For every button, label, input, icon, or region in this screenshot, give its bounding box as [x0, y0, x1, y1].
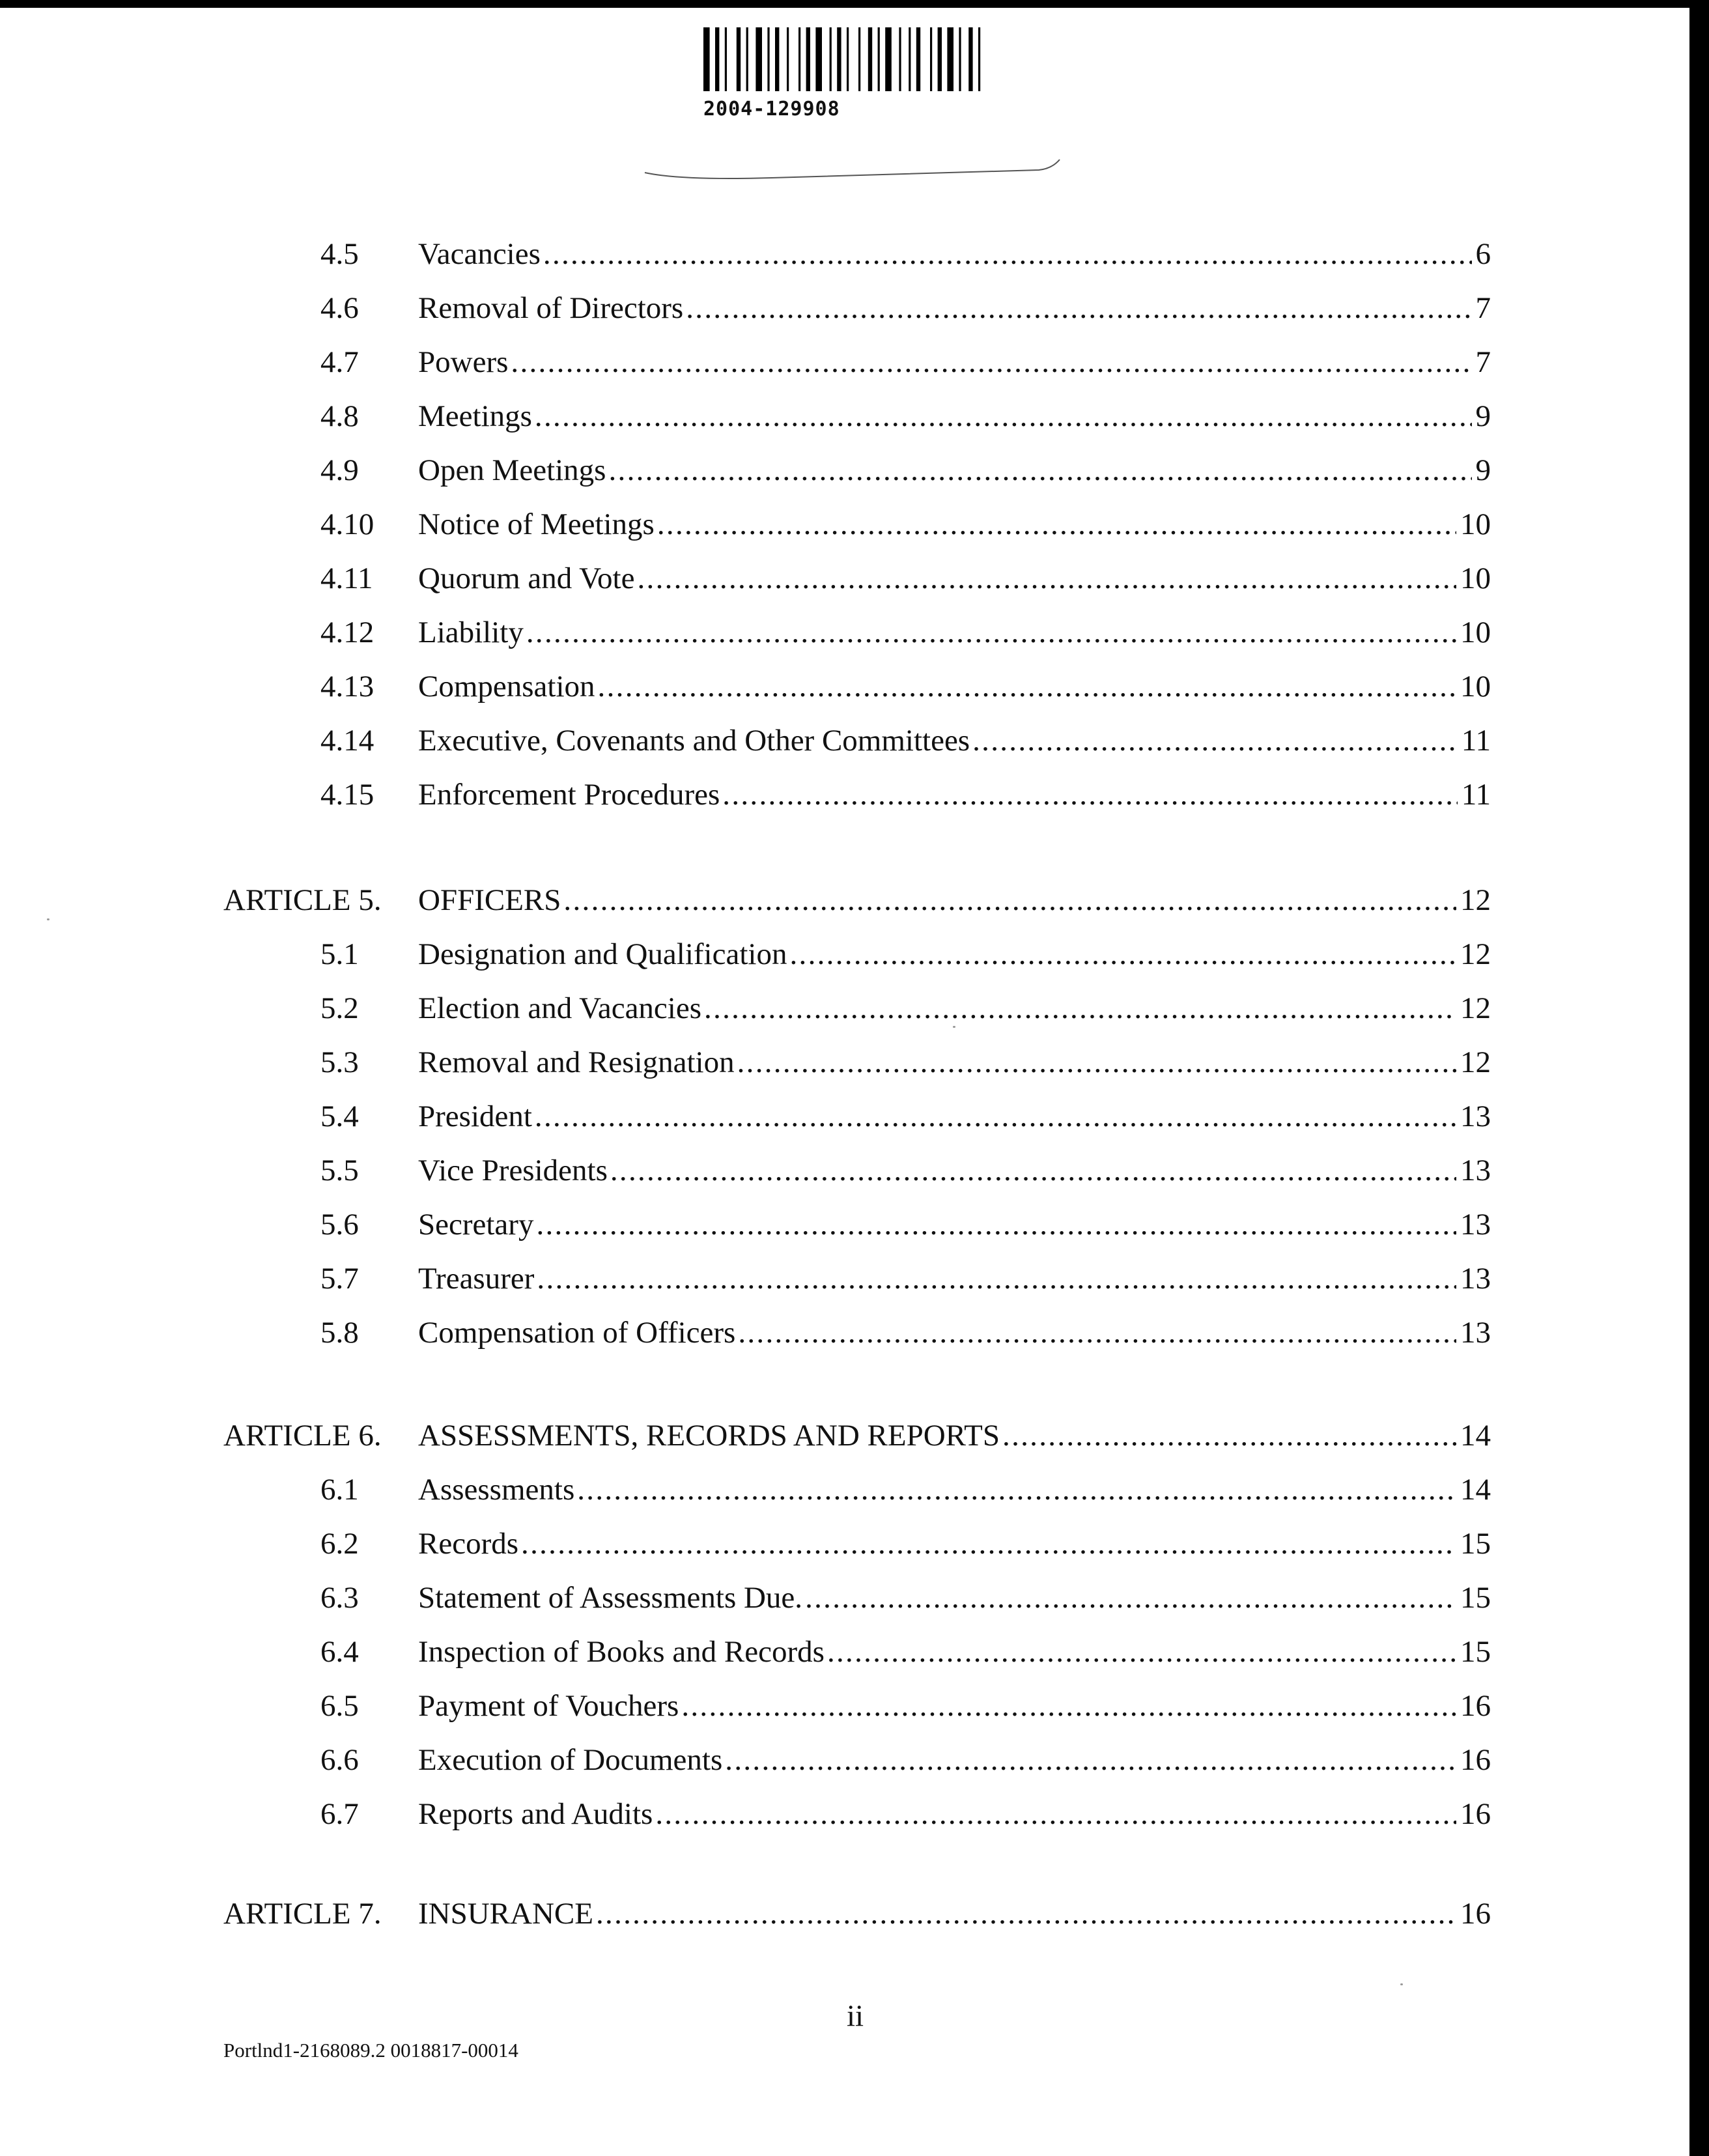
dot-leader — [686, 289, 1471, 328]
toc-entry — [418, 1686, 1491, 1725]
toc-entry — [418, 397, 1491, 436]
toc-page-number: 10 — [1460, 670, 1491, 703]
toc-page-number: 15 — [1460, 1635, 1491, 1669]
section-title: Secretary — [418, 1208, 534, 1241]
barcode-bar — [978, 27, 980, 91]
section-number: 4.11 — [320, 561, 373, 595]
toc-page-number: 7 — [1475, 345, 1491, 379]
dot-leader — [535, 397, 1472, 436]
toc-page-number: 13 — [1460, 1262, 1491, 1296]
section-title: Inspection of Books and Records — [418, 1635, 825, 1669]
toc-entry — [418, 1470, 1491, 1509]
section-number: 4.15 — [320, 778, 374, 812]
section-number: 6.3 — [320, 1581, 359, 1615]
toc-entry — [418, 1894, 1491, 1933]
section-number: 4.5 — [320, 237, 359, 271]
dot-leader — [577, 1470, 1456, 1509]
section-number: 4.6 — [320, 291, 359, 325]
scan-mark-line — [642, 153, 1065, 186]
toc-page-number: 12 — [1460, 1045, 1491, 1079]
dot-leader — [789, 935, 1456, 974]
toc-section-row — [0, 1470, 1709, 1509]
dot-leader — [722, 775, 1457, 814]
barcode-bar — [775, 27, 779, 91]
dot-leader — [657, 505, 1456, 544]
section-title: Enforcement Procedures — [418, 778, 720, 812]
dot-leader — [738, 1313, 1456, 1352]
dot-leader — [598, 667, 1456, 706]
section-title: Election and Vacancies — [418, 991, 702, 1025]
section-title: Powers — [418, 345, 509, 379]
dot-leader — [526, 613, 1456, 652]
section-number: 5.7 — [320, 1262, 359, 1296]
barcode-bar — [830, 27, 832, 91]
barcode-bar — [858, 27, 860, 91]
dot-leader — [737, 1043, 1456, 1082]
toc-page-number: 14 — [1460, 1473, 1491, 1507]
barcode-bar — [756, 27, 762, 91]
dot-leader — [972, 721, 1458, 760]
toc-page-number: 15 — [1460, 1527, 1491, 1561]
toc-entry — [418, 1416, 1491, 1455]
dot-leader — [536, 1205, 1456, 1244]
section-number: 4.12 — [320, 616, 374, 649]
section-title: President — [418, 1099, 532, 1133]
toc-article-row — [0, 1894, 1709, 1933]
document-id: Portlnd1-2168089.2 0018817-00014 — [223, 2039, 518, 2062]
toc-section-row — [0, 1097, 1709, 1136]
scan-speck — [47, 918, 49, 920]
scan-speck — [953, 1026, 955, 1028]
toc-entry — [418, 1794, 1491, 1834]
section-number: 5.3 — [320, 1045, 359, 1079]
barcode-bar — [947, 27, 953, 91]
toc-page-number: 13 — [1460, 1099, 1491, 1133]
toc-entry — [418, 613, 1491, 652]
toc-page-number: 12 — [1460, 937, 1491, 971]
dot-leader — [563, 881, 1456, 920]
dot-leader — [637, 559, 1456, 598]
toc-entry — [418, 559, 1491, 598]
section-number: 4.9 — [320, 453, 359, 487]
toc-entry — [418, 721, 1491, 760]
section-number: 4.14 — [320, 724, 374, 758]
toc-section-row — [0, 1259, 1709, 1298]
dot-leader — [681, 1686, 1456, 1725]
toc-section-row — [0, 613, 1709, 652]
toc-page-number: 15 — [1460, 1581, 1491, 1615]
section-title: Removal of Directors — [418, 291, 684, 325]
toc-page-number: 13 — [1460, 1316, 1491, 1350]
section-title: Vacancies — [418, 237, 541, 271]
toc-section-row — [0, 397, 1709, 436]
dot-leader — [827, 1632, 1456, 1671]
article-title: OFFICERS — [418, 883, 561, 917]
barcode-bar — [703, 27, 710, 91]
toc-section-row — [0, 1205, 1709, 1244]
toc-page-number: 16 — [1460, 1743, 1491, 1777]
barcode-bar — [899, 27, 901, 91]
barcode-bar — [968, 27, 972, 91]
toc-section-row — [0, 1578, 1709, 1617]
toc-section-row — [0, 559, 1709, 598]
barcode-number: 2004-129908 — [703, 98, 840, 121]
toc-entry — [418, 1205, 1491, 1244]
section-number: 5.6 — [320, 1208, 359, 1241]
section-title: Compensation — [418, 670, 595, 703]
dot-leader — [610, 1151, 1456, 1190]
dot-leader — [805, 1578, 1456, 1617]
scan-border-top — [0, 0, 1709, 8]
toc-page-number: 10 — [1460, 616, 1491, 649]
barcode-bar — [837, 27, 841, 91]
toc-entry — [418, 1578, 1491, 1617]
toc-entry — [418, 1097, 1491, 1136]
toc-section-row — [0, 775, 1709, 814]
toc-entry — [418, 1632, 1491, 1671]
section-number: 6.4 — [320, 1635, 359, 1669]
barcode-bar — [930, 27, 932, 91]
section-title: Executive, Covenants and Other Committees — [418, 724, 970, 758]
toc-page-number: 13 — [1460, 1208, 1491, 1241]
barcode-bar — [909, 27, 911, 91]
toc-section-row — [0, 343, 1709, 382]
dot-leader — [608, 451, 1471, 490]
toc-section-row — [0, 451, 1709, 490]
toc-section-row — [0, 234, 1709, 274]
section-title: Open Meetings — [418, 453, 606, 487]
section-title: Execution of Documents — [418, 1743, 723, 1777]
dot-leader — [543, 234, 1472, 274]
scan-speck — [1400, 1983, 1403, 1985]
article-title: ASSESSMENTS, RECORDS AND REPORTS — [418, 1419, 1000, 1453]
toc-page-number: 14 — [1460, 1419, 1491, 1453]
toc-entry — [418, 343, 1491, 382]
toc-entry — [418, 881, 1491, 920]
article-number: ARTICLE 5. — [223, 883, 382, 917]
toc-section-row — [0, 1313, 1709, 1352]
section-number: 6.7 — [320, 1797, 359, 1831]
toc-page-number: 11 — [1461, 778, 1491, 812]
toc-section-row — [0, 721, 1709, 760]
toc-section-row — [0, 1043, 1709, 1082]
section-title: Statement of Assessments Due. — [418, 1581, 803, 1615]
dot-leader — [704, 989, 1456, 1028]
section-title: Compensation of Officers — [418, 1316, 736, 1350]
barcode-bar — [878, 27, 880, 91]
toc-page-number: 16 — [1460, 1797, 1491, 1831]
section-title: Meetings — [418, 399, 532, 433]
section-number: 6.1 — [320, 1473, 359, 1507]
section-number: 5.5 — [320, 1154, 359, 1187]
toc-section-row — [0, 1740, 1709, 1780]
section-number: 4.10 — [320, 507, 374, 541]
toc-page-number: 11 — [1461, 724, 1491, 758]
barcode-bar — [885, 27, 892, 91]
toc-page-number: 10 — [1460, 507, 1491, 541]
section-title: Removal and Resignation — [418, 1045, 735, 1079]
barcode-bar — [815, 27, 822, 91]
toc-page-number: 12 — [1460, 991, 1491, 1025]
toc-section-row — [0, 667, 1709, 706]
toc-entry — [418, 1151, 1491, 1190]
dot-leader — [535, 1097, 1456, 1136]
toc-entry — [418, 1740, 1491, 1780]
toc-page-number: 10 — [1460, 561, 1491, 595]
article-number: ARTICLE 7. — [223, 1897, 382, 1931]
article-title: INSURANCE — [418, 1897, 593, 1931]
section-title: Designation and Qualification — [418, 937, 787, 971]
toc-page-number: 13 — [1460, 1154, 1491, 1187]
toc-page-number: 12 — [1460, 883, 1491, 917]
barcode-bar — [916, 27, 920, 91]
toc-page-number: 6 — [1475, 237, 1491, 271]
dot-leader — [537, 1259, 1456, 1298]
toc-entry — [418, 1259, 1491, 1298]
section-title: Records — [418, 1527, 519, 1561]
dot-leader — [1002, 1416, 1456, 1455]
toc-entry — [418, 234, 1491, 274]
toc-entry — [418, 1043, 1491, 1082]
section-number: 4.7 — [320, 345, 359, 379]
toc-section-row — [0, 1524, 1709, 1563]
section-number: 5.2 — [320, 991, 359, 1025]
toc-section-row — [0, 289, 1709, 328]
toc-section-row — [0, 1686, 1709, 1725]
toc-entry — [418, 775, 1491, 814]
section-number: 6.2 — [320, 1527, 359, 1561]
section-title: Notice of Meetings — [418, 507, 655, 541]
toc-section-row — [0, 1794, 1709, 1834]
dot-leader — [725, 1740, 1456, 1780]
barcode-image — [703, 27, 996, 91]
section-number: 6.5 — [320, 1689, 359, 1723]
barcode-bar — [938, 27, 942, 91]
section-number: 5.4 — [320, 1099, 359, 1133]
toc-section-row — [0, 935, 1709, 974]
toc-entry — [418, 935, 1491, 974]
toc-entry — [418, 505, 1491, 544]
section-title: Payment of Vouchers — [418, 1689, 679, 1723]
toc-article-row — [0, 881, 1709, 920]
toc-article-row — [0, 1416, 1709, 1455]
toc-entry — [418, 451, 1491, 490]
section-title: Treasurer — [418, 1262, 535, 1296]
toc-entry — [418, 289, 1491, 328]
barcode-bar — [737, 27, 741, 91]
section-number: 4.13 — [320, 670, 374, 703]
toc-entry — [418, 989, 1491, 1028]
section-title: Liability — [418, 616, 524, 649]
page-number: ii — [847, 1999, 864, 2033]
section-number: 6.6 — [320, 1743, 359, 1777]
dot-leader — [511, 343, 1471, 382]
section-title: Reports and Audits — [418, 1797, 653, 1831]
barcode-bar — [798, 27, 800, 91]
toc-section-row — [0, 505, 1709, 544]
toc-page-number: 16 — [1460, 1897, 1491, 1931]
toc-entry — [418, 1524, 1491, 1563]
barcode-bar — [847, 27, 849, 91]
section-title: Assessments — [418, 1473, 575, 1507]
toc-section-row — [0, 989, 1709, 1028]
barcode-bar — [868, 27, 872, 91]
section-number: 5.1 — [320, 937, 359, 971]
toc-page-number: 16 — [1460, 1689, 1491, 1723]
toc-entry — [418, 1313, 1491, 1352]
section-number: 4.8 — [320, 399, 359, 433]
barcode-bar — [746, 27, 748, 91]
section-number: 5.8 — [320, 1316, 359, 1350]
toc-section-row — [0, 1151, 1709, 1190]
toc-entry — [418, 667, 1491, 706]
barcode-bar — [767, 27, 769, 91]
dot-leader — [521, 1524, 1456, 1563]
barcode-bar — [806, 27, 810, 91]
toc-section-row — [0, 1632, 1709, 1671]
toc-page-number: 9 — [1475, 399, 1491, 433]
dot-leader — [655, 1794, 1456, 1834]
barcode-bar — [959, 27, 961, 91]
barcode-bar — [715, 27, 719, 91]
section-title: Vice Presidents — [418, 1154, 608, 1187]
article-number: ARTICLE 6. — [223, 1419, 382, 1453]
section-title: Quorum and Vote — [418, 561, 635, 595]
toc-page-number: 7 — [1475, 291, 1491, 325]
dot-leader — [596, 1894, 1456, 1933]
barcode-bar — [787, 27, 789, 91]
barcode-bar — [725, 27, 727, 91]
toc-page-number: 9 — [1475, 453, 1491, 487]
